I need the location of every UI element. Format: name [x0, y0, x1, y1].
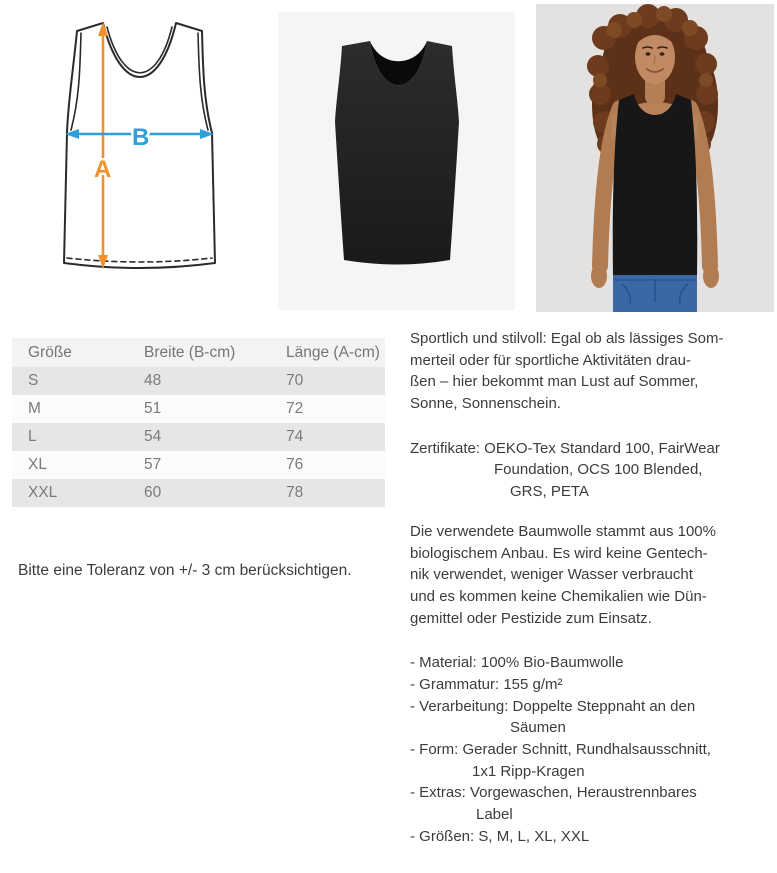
table-row: [12, 479, 385, 507]
spec-line-grammatur: - Grammatur: 155 g/m²: [410, 675, 563, 693]
length-cell: 74: [274, 423, 385, 451]
width-cell: 51: [132, 395, 274, 423]
width-cell: 60: [132, 479, 274, 507]
length-cell: 78: [274, 479, 385, 507]
size-cell: XL: [12, 451, 132, 479]
table-row: [12, 367, 385, 395]
tolerance-note: Bitte eine Toleranz von +/- 3 cm berücksichtigen.: [18, 562, 352, 579]
product-photo-black-tank-top[interactable]: [278, 12, 515, 310]
text-line: Sportlich und stilvoll: Egal ob als lässiges Som-: [410, 330, 724, 347]
text-line: Zertifikate: OEKO-Tex Standard 100, FairWear: [410, 439, 720, 457]
width-label: B: [132, 124, 150, 151]
text-line: Sonne, Sonnenschein.: [410, 395, 561, 413]
spec-line-continuation: Säumen: [510, 719, 566, 737]
size-cell: M: [12, 395, 132, 423]
specs-list: [410, 652, 772, 847]
column-header-length: Länge (A-cm): [274, 338, 385, 367]
text-line: Foundation, OCS 100 Blended,: [494, 461, 703, 479]
certificates-paragraph: [410, 438, 772, 503]
table-row: [12, 395, 385, 423]
product-description: [410, 328, 772, 847]
text-line: ßen – hier bekommt man Lust auf Sommer,: [410, 373, 699, 391]
text-line: und es kommen keine Chemikalien wie Dün-: [410, 587, 707, 605]
tank-top-measurement-diagram: [40, 12, 240, 302]
column-header-width: Breite (B-cm): [132, 338, 274, 367]
spec-line-continuation: Label: [476, 806, 513, 824]
text-line: Die verwendete Baumwolle stammt aus 100%: [410, 522, 716, 540]
size-table: [12, 338, 385, 507]
model-photo-tank-top[interactable]: [536, 4, 774, 312]
black-tank-top-illustration: [278, 12, 515, 310]
size-cell: XXL: [12, 479, 132, 507]
text-line: merteil oder für sportliche Aktivitäten drau-: [410, 351, 691, 369]
length-cell: 70: [274, 367, 385, 395]
model-illustration: [536, 4, 774, 312]
spec-line-groessen: - Größen: S, M, L, XL, XXL: [410, 827, 590, 845]
width-cell: 54: [132, 423, 274, 451]
table-row: [12, 451, 385, 479]
size-cell: L: [12, 423, 132, 451]
spec-line-extras: - Extras: Vorgewaschen, Heraustrennbares: [410, 784, 697, 802]
cotton-paragraph: [410, 521, 772, 629]
text-line: GRS, PETA: [510, 483, 589, 501]
spec-line-continuation: 1x1 Ripp-Kragen: [472, 762, 585, 780]
intro-paragraph: [410, 328, 772, 415]
spec-line-verarbeitung: - Verarbeitung: Doppelte Steppnaht an den: [410, 697, 696, 715]
size-diagram-image[interactable]: [40, 12, 240, 302]
width-cell: 57: [132, 451, 274, 479]
spec-line-material: - Material: 100% Bio-Baumwolle: [410, 654, 624, 672]
table-row: [12, 423, 385, 451]
length-arrow: [98, 22, 108, 269]
column-header-size: Größe: [12, 338, 132, 367]
size-cell: S: [12, 367, 132, 395]
length-cell: 72: [274, 395, 385, 423]
text-line: biologischem Anbau. Es wird keine Gentech-: [410, 544, 708, 562]
size-table-header-row: [12, 338, 385, 367]
length-cell: 76: [274, 451, 385, 479]
text-line: gemittel oder Pestizide zum Einsatz.: [410, 609, 652, 627]
length-label: A: [94, 156, 112, 183]
text-line: nik verwendet, weniger Wasser verbraucht: [410, 566, 693, 584]
spec-line-form: - Form: Gerader Schnitt, Rundhalsausschnitt,: [410, 741, 711, 758]
width-cell: 48: [132, 367, 274, 395]
